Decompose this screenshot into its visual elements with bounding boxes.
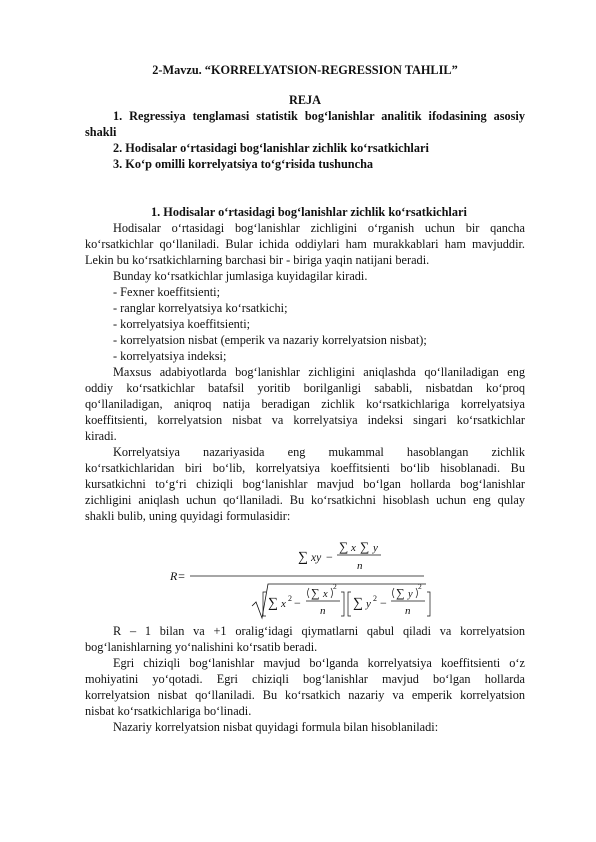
sum-symbol: ∑ xyxy=(360,539,370,554)
right-bracket xyxy=(341,592,344,616)
plan-item-1-cont: shakli xyxy=(85,125,117,139)
paragraph-line: Bunday ko‘rsatkichlar jumlasiga kuyidagilar kiradi. xyxy=(113,269,368,283)
minus-sign: − xyxy=(294,596,301,610)
paragraph-line: zichligini aniqlash uchun qo‘llaniladi. Bu ko‘rsatkichni hisoblash uchun eng qulay xyxy=(85,493,525,507)
formula-y: y xyxy=(408,589,413,600)
list-item: - ranglar korrelyatsiya ko‘rsatkichi; xyxy=(113,301,288,315)
formula-y2: y xyxy=(366,598,371,610)
list-item: - korrelyatsion nisbat (emperik va nazariy korrelyatsion nisbat); xyxy=(113,333,427,347)
formula-x: x xyxy=(323,589,328,600)
list-item: - Fexner koeffitsienti; xyxy=(113,285,221,299)
list-item: - korrelyatsiya koeffitsienti; xyxy=(113,317,251,331)
paragraph-line: nisbat ko‘rsatkichlariga bo‘linadi. xyxy=(85,704,252,718)
paragraph-line: mohiyatini yo‘qotadi. Egri chiziqli bog‘lanishlar mavjud bo‘lgan hollarda xyxy=(85,672,525,686)
paragraph-line: Lekin bu ko‘rsatkichlarning barchasi bir - biriga yaqin natijani beradi. xyxy=(85,253,430,267)
formula-n: n xyxy=(357,560,363,572)
page-title: 2-Mavzu. “KORRELYATSION-REGRESSION TAHLIL” xyxy=(152,63,458,77)
paragraph-line: oddiy ko‘rsatkichlar batafsil yoritib borilganligi sababli, nisbatdan ko‘proq xyxy=(85,381,525,395)
paren xyxy=(393,588,395,598)
plan-item-3: 3. Ko‘p omilli korrelyatsiya to‘g‘risida tushuncha xyxy=(113,157,374,171)
sum-symbol: ∑ xyxy=(396,586,405,600)
sum-symbol: ∑ xyxy=(268,596,278,611)
plan-item-1: 1. Regressiya tenglamasi statistik bog‘lanishlar analitik ifodasining asosiy xyxy=(113,109,525,123)
paren xyxy=(308,588,310,598)
paragraph-line: R – 1 bilan va +1 oralig‘idagi qiymatlarni qabul qiladi va korrelyatsion xyxy=(113,624,525,638)
square-exponent: 2 xyxy=(333,582,337,591)
paragraph-line: ko‘rsatkichlaridan biri bo‘lib, korrelyatsiya koeffitsienti bo‘lib hisoblanadi. Bu xyxy=(85,461,525,475)
formula-n: n xyxy=(320,605,326,617)
sum-symbol: ∑ xyxy=(353,596,363,611)
paragraph-line: kursatkichni to‘g‘ri chiziqli bog‘lanishlar mavjud bo‘lgan hollarda bog‘lanishlar xyxy=(85,477,525,491)
minus-sign: − xyxy=(380,596,387,610)
section-heading: 1. Hodisalar o‘rtasidagi bog‘lanishlar zichlik ko‘rsatkichlari xyxy=(151,205,467,219)
formula-y: y xyxy=(373,542,378,554)
square-exponent: 2 xyxy=(373,594,377,603)
formula-n: n xyxy=(405,605,411,617)
paragraph-line: bog‘lanishlarning yo‘nalishini ko‘rsatib beradi. xyxy=(85,640,318,654)
paragraph-line: qo‘llaniladigan, aniqroq natija beradigan zichlik ko‘rsatkichlariga korrelyatsiya xyxy=(85,397,525,411)
paragraph-line: Nazariy korrelyatsion nisbat quyidagi formula bilan hisoblaniladi: xyxy=(113,720,439,734)
paragraph-line: ko‘rsatkichlar qo‘llaniladi. Bular ichida oddiylari ham murakkablari ham mavjuddir. xyxy=(85,237,525,251)
paragraph-line: Egri chiziqli bog‘lanishlar mavjud bo‘lganda korrelyatsiya koeffitsienti o‘z xyxy=(113,656,525,670)
right-bracket xyxy=(427,592,430,616)
plan-heading: REJA xyxy=(288,93,322,107)
paragraph-line: Hodisalar o‘rtasidagi bog‘lanishlar zichligini o‘rganish uchun bir qancha xyxy=(113,221,525,235)
formula-xy: xy xyxy=(311,552,322,564)
square-exponent: 2 xyxy=(288,594,292,603)
sum-symbol: ∑ xyxy=(298,550,308,565)
formula-x2: x xyxy=(281,598,286,610)
sum-symbol: ∑ xyxy=(311,586,320,600)
paragraph-line: koeffitsienti, korrelyatsion nisbat va korrelyatsiya indeksi singari ko‘rsatkichlar xyxy=(85,413,525,427)
formula-lhs: R= xyxy=(170,569,186,583)
minus-sign: − xyxy=(326,550,333,564)
paragraph-line: korrelyatsion nisbat qo‘llaniladi. Bu ko‘rsatkich nazariy va emperik korrelyatsion xyxy=(85,688,525,702)
left-bracket xyxy=(348,592,351,616)
sum-symbol: ∑ xyxy=(339,539,349,554)
paragraph-line: Korrelyatsiya nazariyasida eng mukammal hasoblangan zichlik xyxy=(113,445,525,459)
square-exponent: 2 xyxy=(418,582,422,591)
paragraph-line: Maxsus adabiyotlarda bog‘lanishlar zichligini aniqlashda qo‘llaniladigan eng xyxy=(113,365,525,379)
paragraph-line: shakli bulib, uning quyidagi formulasidir: xyxy=(85,509,291,523)
list-item: - korrelyatsiya indeksi; xyxy=(113,349,227,363)
paragraph-line: kiradi. xyxy=(85,429,117,443)
formula-x: x xyxy=(351,542,356,554)
plan-item-2: 2. Hodisalar o‘rtasidagi bog‘lanishlar zichlik ko‘rsatkichlari xyxy=(113,141,429,155)
